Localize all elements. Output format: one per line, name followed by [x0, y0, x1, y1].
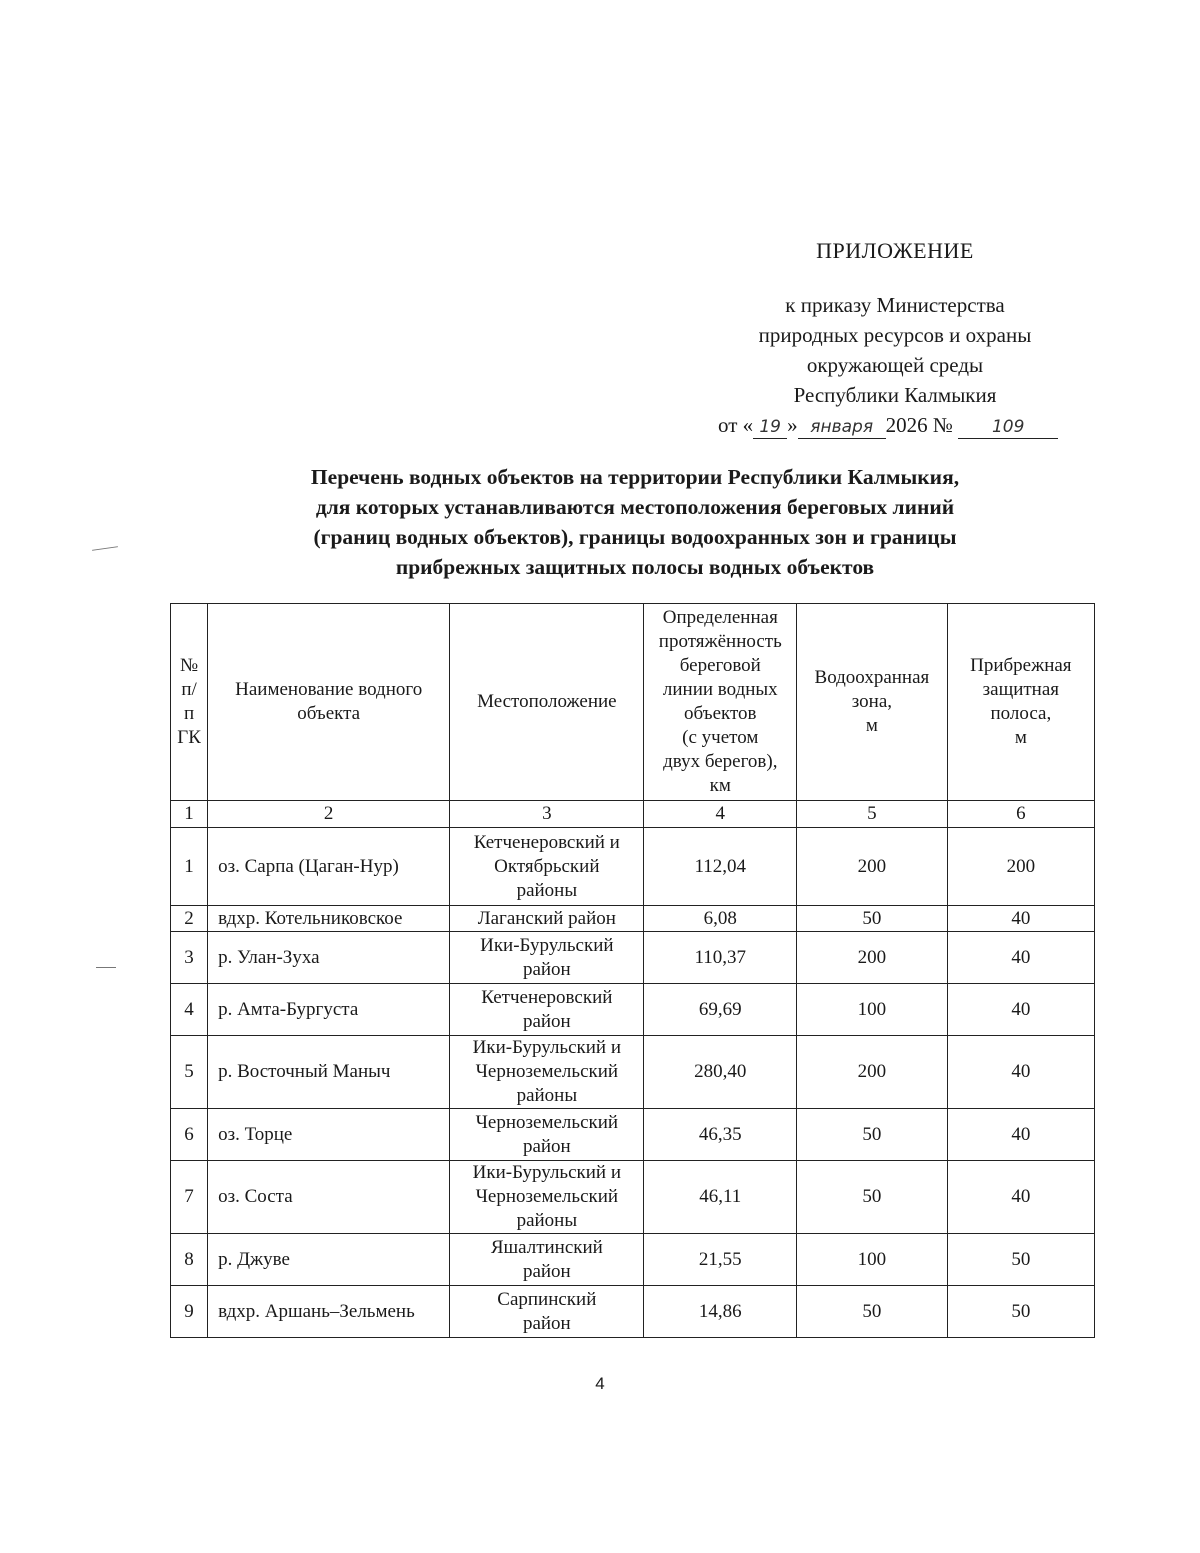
location-line: Ики-Бурульский и	[472, 1037, 622, 1058]
table-row	[171, 984, 1095, 1036]
protect-zone-width: 100	[797, 984, 948, 1036]
handwritten-day: 19	[753, 416, 787, 439]
shoreline-length: 46,35	[644, 1109, 797, 1161]
table-row	[171, 1161, 1095, 1234]
location-line: Кетченеровский	[481, 986, 613, 1008]
title-line: (границ водных объектов), границы водоохранных зон и границы	[313, 525, 957, 549]
coastal-strip-width: 40	[947, 1109, 1094, 1161]
row-number: 6	[171, 1109, 208, 1161]
protect-zone-width: 50	[797, 1286, 948, 1338]
location-line: Ики-Бурульский	[480, 934, 614, 956]
appendix-line: окружающей среды	[806, 353, 984, 377]
coastal-strip-width: 40	[947, 1036, 1094, 1109]
header-length: Определенная протяжённость береговой линии водных объектов (с учетом двух берегов), км	[644, 604, 797, 801]
appendix-title: ПРИЛОЖЕНИЕ	[816, 238, 974, 263]
row-number: 7	[171, 1161, 208, 1234]
coastal-strip-width: 40	[947, 906, 1094, 932]
coastal-strip-width: 50	[947, 1286, 1094, 1338]
location-cell	[450, 1109, 644, 1161]
date-prefix: от «	[718, 413, 754, 437]
column-number: 3	[450, 801, 644, 828]
water-object-name: вдхр. Котельниковское	[208, 906, 450, 932]
row-number: 9	[171, 1286, 208, 1338]
appendix-line: природных ресурсов и охраны	[758, 323, 1032, 347]
location-line: Сарпинский	[497, 1288, 597, 1310]
location-cell	[450, 906, 644, 932]
table-row	[171, 906, 1095, 932]
location-line: Черноземельский	[475, 1111, 619, 1133]
appendix-reference	[700, 290, 1090, 410]
location-line: район	[522, 1312, 571, 1334]
column-number: 4	[644, 801, 797, 828]
row-number: 2	[171, 906, 208, 932]
protect-zone-width: 200	[797, 932, 948, 984]
location-line: Ики-Бурульский и	[472, 1162, 622, 1183]
water-object-name: вдхр. Аршань–Зельмень	[208, 1286, 450, 1338]
water-object-name: оз. Соста	[208, 1161, 450, 1234]
location-line: район	[522, 1010, 571, 1032]
row-number: 5	[171, 1036, 208, 1109]
protect-zone-width: 100	[797, 1234, 948, 1286]
row-number: 1	[171, 828, 208, 906]
column-numbers-row	[171, 801, 1095, 828]
location-line: Кетченеровский и	[473, 831, 620, 853]
scan-mark	[92, 546, 118, 551]
water-object-name: р. Джуве	[208, 1234, 450, 1286]
row-number: 4	[171, 984, 208, 1036]
table-row	[171, 1286, 1095, 1338]
location-line: район	[522, 958, 571, 980]
water-object-name: оз. Торце	[208, 1109, 450, 1161]
table-row	[171, 1109, 1095, 1161]
title-line: Перечень водных объектов на территории Республики Калмыкия,	[310, 465, 960, 489]
protect-zone-width: 50	[797, 1161, 948, 1234]
table-row	[171, 828, 1095, 906]
location-line: Черноземельский	[475, 1186, 619, 1207]
location-cell	[450, 984, 644, 1036]
title-line: для которых устанавливаются местоположения береговых линий	[315, 495, 955, 519]
location-cell	[450, 828, 644, 906]
appendix-line: Республики Калмыкия	[793, 383, 997, 407]
location-cell	[450, 1161, 644, 1234]
location-line: районы	[516, 1085, 578, 1106]
protect-zone-width: 50	[797, 906, 948, 932]
coastal-strip-width: 40	[947, 932, 1094, 984]
location-line: район	[522, 1260, 571, 1282]
table-row	[171, 1036, 1095, 1109]
handwritten-month: января	[798, 416, 886, 439]
date-mid: »	[787, 413, 798, 437]
table-body	[171, 801, 1095, 1338]
location-cell	[450, 1036, 644, 1109]
coastal-strip-width: 40	[947, 984, 1094, 1036]
protect-zone-width: 50	[797, 1109, 948, 1161]
coastal-strip-width: 50	[947, 1234, 1094, 1286]
coastal-strip-width: 200	[947, 828, 1094, 906]
water-object-name: р. Амта-Бургуста	[208, 984, 450, 1036]
shoreline-length: 110,37	[644, 932, 797, 984]
water-object-name: оз. Сарпа (Цаган-Нур)	[208, 828, 450, 906]
handwritten-number: 109	[958, 416, 1058, 439]
water-object-name: р. Восточный Маныч	[208, 1036, 450, 1109]
row-number: 3	[171, 932, 208, 984]
header-num: № п/п ГК	[171, 604, 208, 801]
row-number: 8	[171, 1234, 208, 1286]
shoreline-length: 14,86	[644, 1286, 797, 1338]
protect-zone-width: 200	[797, 828, 948, 906]
shoreline-length: 21,55	[644, 1234, 797, 1286]
water-objects-table	[170, 603, 1095, 1338]
table-row	[171, 1234, 1095, 1286]
location-cell	[450, 932, 644, 984]
location-cell	[450, 1286, 644, 1338]
location-line: Лаганский район	[477, 907, 616, 929]
shoreline-length: 112,04	[644, 828, 797, 906]
column-number: 2	[208, 801, 450, 828]
water-object-name: р. Улан-Зуха	[208, 932, 450, 984]
location-line: Октябрьский	[494, 855, 600, 877]
order-date-line	[718, 410, 1098, 440]
header-coastal-strip: Прибрежная защитная полоса, м	[947, 604, 1094, 801]
document-title	[200, 462, 1070, 582]
location-line: Черноземельский	[475, 1061, 619, 1082]
coastal-strip-width: 40	[947, 1161, 1094, 1234]
shoreline-length: 6,08	[644, 906, 797, 932]
table-row	[171, 932, 1095, 984]
year-text: 2026 №	[885, 413, 953, 437]
column-number: 1	[171, 801, 208, 828]
shoreline-length: 280,40	[644, 1036, 797, 1109]
column-number: 6	[947, 801, 1094, 828]
page-number: 4	[595, 1374, 605, 1393]
appendix-line: к приказу Министерства	[785, 293, 1005, 317]
shoreline-length: 69,69	[644, 984, 797, 1036]
title-line: прибрежных защитных полосы водных объектов	[395, 555, 875, 579]
column-number: 5	[797, 801, 948, 828]
location-line: район	[522, 1135, 571, 1157]
header-location: Местоположение	[450, 604, 644, 801]
shoreline-length: 46,11	[644, 1161, 797, 1234]
table-header-row	[171, 604, 1095, 801]
location-line: районы	[516, 879, 578, 901]
location-line: Яшалтинский	[490, 1236, 603, 1258]
location-line: районы	[516, 1210, 578, 1231]
header-protect-zone: Водоохранная зона, м	[797, 604, 948, 801]
location-cell	[450, 1234, 644, 1286]
scan-mark	[96, 967, 116, 968]
header-name: Наименование водного объекта	[208, 604, 450, 801]
protect-zone-width: 200	[797, 1036, 948, 1109]
